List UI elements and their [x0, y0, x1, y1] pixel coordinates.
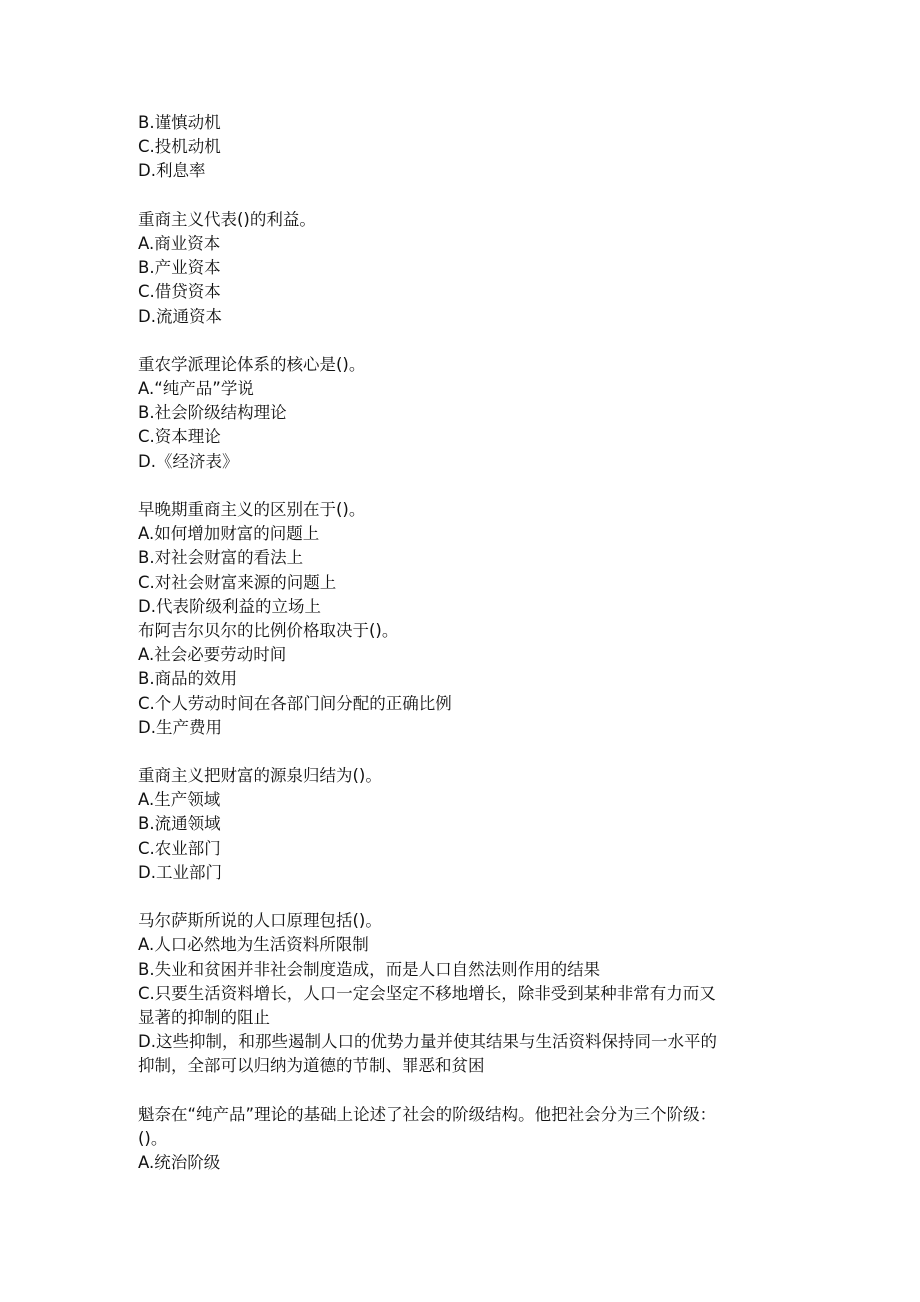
paragraph-gap [138, 885, 798, 909]
option-text: B.流通领域 [138, 814, 221, 834]
option-text: C.投机动机 [138, 137, 221, 157]
paragraph-gap [138, 1079, 798, 1103]
option-text: B.产业资本 [138, 258, 221, 278]
question-text: 布阿吉尔贝尔的比例价格取决于()。 [138, 620, 399, 640]
option-text: B.失业和贫困并非社会制度造成，而是人口自然法则作用的结果 [138, 959, 601, 979]
option-text: D.代表阶级利益的立场上 [138, 596, 321, 616]
option-text: A.社会必要劳动时间 [138, 645, 287, 665]
option-text: B.对社会财富的看法上 [138, 548, 304, 568]
paragraph-gap [138, 740, 798, 764]
document-page [138, 111, 798, 1175]
option-text: C.只要生活资料增长，人口一定会坚定不移地增长，除非受到某种非常有力而又 [138, 983, 716, 1003]
option-text: A.如何增加财富的问题上 [138, 524, 320, 544]
option-text: A.生产领域 [138, 790, 221, 810]
paragraph-gap [138, 474, 798, 498]
option-text: A.“纯产品”学说 [138, 379, 254, 399]
question-text: 魁奈在“纯产品”理论的基础上论述了社会的阶级结构。他把社会分为三个阶级： [138, 1104, 717, 1124]
question-text: 马尔萨斯所说的人口原理包括()。 [138, 911, 382, 931]
option-text: A.商业资本 [138, 233, 221, 253]
option-text: D.利息率 [138, 161, 206, 181]
paragraph-gap [138, 184, 798, 208]
option-text: B.商品的效用 [138, 669, 238, 689]
question-text: 重商主义代表()的利益。 [138, 209, 316, 229]
option-text: C.个人劳动时间在各部门间分配的正确比例 [138, 693, 452, 713]
option-text: D.流通资本 [138, 306, 222, 326]
paragraph-gap [138, 329, 798, 353]
question-text: 重商主义把财富的源泉归结为()。 [138, 766, 382, 786]
option-text: C.资本理论 [138, 427, 221, 447]
question-text: ()。 [138, 1128, 168, 1148]
option-text: B.谨慎动机 [138, 113, 221, 132]
option-text: D.工业部门 [138, 862, 222, 882]
option-text: C.借贷资本 [138, 282, 221, 302]
option-text: D.这些抑制，和那些遏制人口的优势力量并使其结果与生活资料保持同一水平的 [138, 1032, 717, 1052]
option-text: D.生产费用 [138, 717, 222, 737]
option-text: A.人口必然地为生活资料所限制 [138, 935, 369, 955]
option-text: C.农业部门 [138, 838, 221, 858]
option-text: C.对社会财富来源的问题上 [138, 572, 337, 592]
option-text: 抑制，全部可以归纳为道德的节制、罪恶和贫困 [138, 1056, 485, 1076]
question-text: 重农学派理论体系的核心是()。 [138, 354, 366, 374]
option-text: D.《经济表》 [138, 451, 239, 471]
option-text: B.社会阶级结构理论 [138, 403, 287, 423]
question-text: 早晚期重商主义的区别在于()。 [138, 500, 366, 519]
option-text: A.统治阶级 [138, 1153, 221, 1173]
option-text: 显著的抑制的阻止 [138, 1007, 270, 1027]
